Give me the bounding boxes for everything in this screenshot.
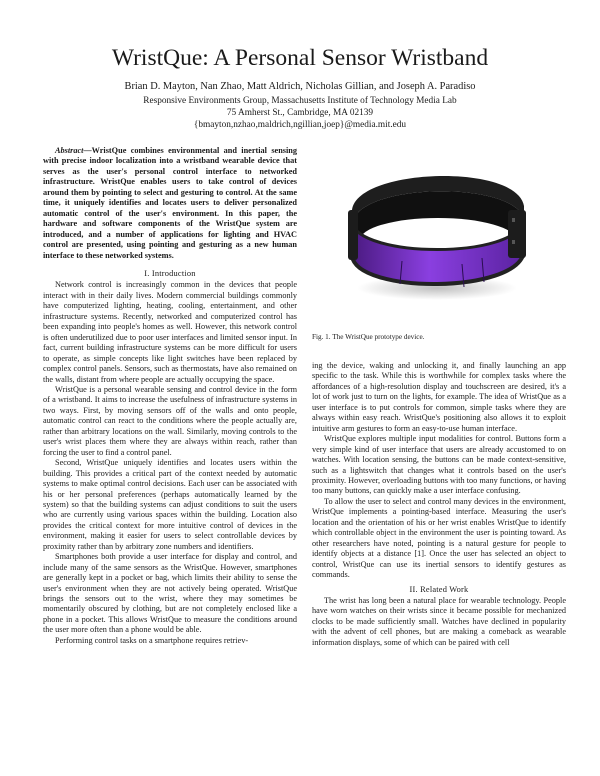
intro-paragraph-2: WristQue is a personal wearable sensing and control device in the form of a wristband. It aims to increase the usefulness of infrastructure systems in two ways. First, by moving sensors off of the walls and onto people, automatic control can react to the conditions where the people actually are, rather than arbitrary locations on the wall. Similarly, moving controls to the user's wrist places them where they are always within reach, rather than forcing the user to find a control panel. [43, 384, 297, 457]
abstract [43, 146, 297, 261]
left-column [43, 146, 297, 646]
affiliation: Responsive Environments Group, Massachusetts Institute of Technology Media Lab [143, 96, 457, 106]
abstract-label: Abstract [55, 146, 84, 155]
intro-paragraph-3: Second, WristQue uniquely identifies and locates users within the building. This provides a critical part of the context needed by automatic systems to make optimal control decisions. Each user can be associated with his or her personal preferences (perhaps automatically learned by the system) so that the building systems can adjust conditions to suit the users who are currently using various spaces within the building. Location also provides the critical context for more intuitive control of devices in the environment, making it easier for users to select controllable devices by proximity rather than by arbitrary zone numbers and identifiers. [43, 458, 297, 551]
figure-wristque-photo [312, 148, 566, 316]
email: {bmayton,nzhao,maldrich,ngillian,joep}@media.mit.edu [193, 120, 407, 130]
right-column [312, 361, 566, 648]
section-heading-related-work: II. Related Work [409, 584, 469, 594]
paper-title: WristQue: A Personal Sensor Wristband [111, 45, 489, 71]
address: 75 Amherst St., Cambridge, MA 02139 [226, 108, 374, 118]
abstract-text: —WristQue combines environmental and inertial sensing with precise indoor localization into a wristband wearable device that serves as the user's personal control interface to networked infrastructure. WristQue enables users to take control of devices around them by pointing to select and gesturing to control. At the same time, it uniquely identifies and locates users to deliver personalized automatic control of the user's environment. In this paper, the hardware and software components of the WristQue system are introduced, and a number of applications for lighting and HVAC control are presented, using pointing and gesturing as a new human interface to these networked systems. [43, 146, 297, 260]
wristband-image [312, 148, 566, 316]
intro-paragraph-1: Network control is increasingly common in the devices that people interact with in their daily lives. Modern commercial buildings commonly have computerized lighting, heating, cooling, entertainment, and other infrastructure systems. Recently, networked and computerized control has been expanding into people's homes as well. However, this network control is often underutilized due to poor user interfaces and limited sensor input. In fact, current building infrastructure systems can be more difficult for users to operate, as simple concepts like light switches have been replaced by complex control panels. Sensors, such as thermostats, have also remained on the walls, distant from where people are actually occupying the space. [43, 280, 297, 384]
section-heading-introduction: I. Introduction [144, 268, 196, 278]
intro-paragraph-4: Smartphones both provide a user interface for display and control, and include many of the same sensors as the WristQue. However, smartphones are generally kept in a pocket or bag, which limits their ability to sense the user's environment when they are not actively being operated. WristQue brings the sensors out to the wrist, where they may sometimes be momentarily obscured by clothing, but are not completely enclosed like a phone in a pocket. This allows WristQue to measure the conditions around the user more often than a phone would be able. [43, 552, 297, 635]
author-list: Brian D. Mayton, Nan Zhao, Matt Aldrich, Nicholas Gillian, and Joseph A. Paradiso [124, 81, 476, 92]
intro-paragraph-5: Performing control tasks on a smartphone requires retriev- [55, 635, 249, 645]
intro-paragraph-7: To allow the user to select and control many devices in the environment, WristQue implements a pointing-based interface. Measuring the user's location and the orientation of his or her wrist enables WristQue to identify which controllable object in the environment the user is pointing toward. As other researchers have noted, pointing is a natural gesture for people to identify objects at a distance [1]. Once the user has selected an object to control, WristQue can use its inertial sensors to identify gestures as commands. [312, 496, 566, 580]
intro-paragraph-6: WristQue explores multiple input modalities for control. Buttons form a very simple kind of user interface that users are already accustomed to on watches. With location sensing, the buttons can be made context-sensitive, such as a lightswitch that changes what it controls based on the user's proximity. However, overloading buttons with too many functions, or having too many buttons, can quickly make a user interface confusing. [312, 434, 566, 496]
intro-paragraph-5-cont: ing the device, waking and unlocking it, and finally launching an app specific to the task. While this is worthwhile for complex tasks where the affordances of a high-resolution display and touchscreen are desired, it's a lot of work just to turn on the lights, for example. The idea of WristQue as a user interface is to put controls for common, simple tasks where they are always within easy reach. WristQue's positioning also allows it to exploit intuitive arm gestures to form an easy-to-use human interface. [312, 361, 566, 433]
related-work-paragraph-1: The wrist has long been a natural place for wearable technology. People have worn watches on their wrists since it became possible for mechanized clocks to be made sufficiently small. Watches have declined in popularity with the advent of cell phones, but are making a comeback as wearable information displays, some of which can be paired with cell [312, 595, 566, 647]
figure-caption: Fig. 1. The WristQue prototype device. [312, 333, 425, 341]
